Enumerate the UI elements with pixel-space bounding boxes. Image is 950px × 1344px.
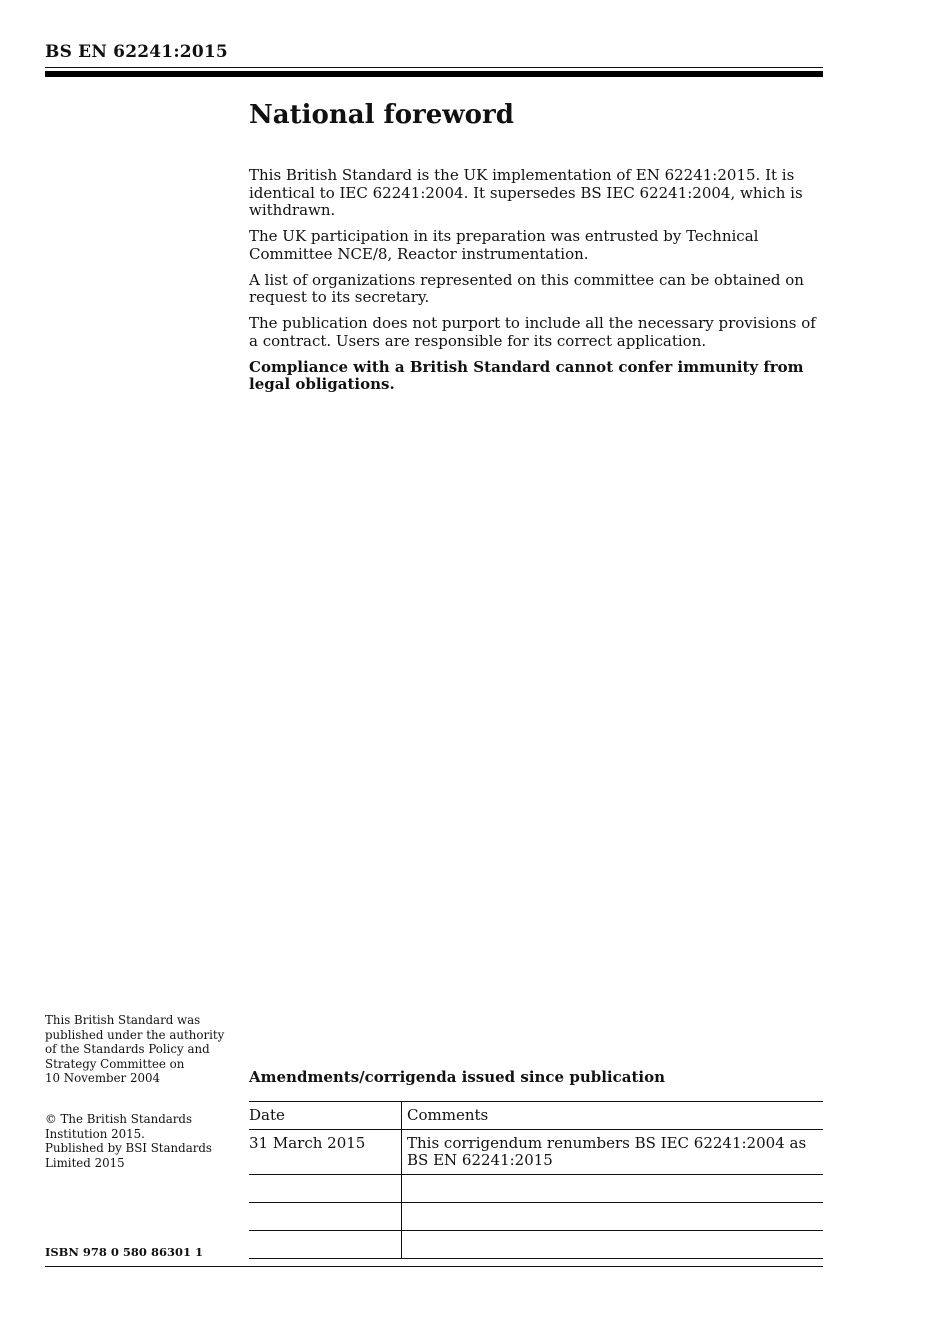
table-row <box>249 1130 823 1175</box>
table-row-empty <box>249 1175 823 1203</box>
empty-comment-cell <box>402 1175 824 1203</box>
authority-line: of the Standards Policy and <box>45 1042 210 1056</box>
amendment-date: 31 March 2015 <box>249 1130 402 1175</box>
page-title: National foreword <box>249 100 514 130</box>
publication-authority-note <box>45 1013 230 1086</box>
authority-line: This British Standard was <box>45 1013 201 1027</box>
authority-line: Strategy Committee on <box>45 1056 185 1071</box>
amendment-comment-line: This corrigendum renumbers BS IEC 62241:2004 as <box>407 1134 807 1152</box>
copyright-line: Published by BSI Standards <box>45 1141 212 1155</box>
amendment-comment <box>402 1130 824 1175</box>
empty-date-cell <box>249 1203 402 1231</box>
copyright-line: Institution 2015. <box>45 1126 145 1141</box>
document-id: BS EN 62241:2015 <box>45 42 228 62</box>
empty-comment-cell <box>402 1231 824 1259</box>
empty-comment-cell <box>402 1203 824 1231</box>
empty-date-cell <box>249 1175 402 1203</box>
amendments-table <box>249 1101 823 1259</box>
table-row-empty <box>249 1231 823 1259</box>
comments-header: Comments <box>402 1102 824 1130</box>
foreword-paragraph: The publication does not purport to include all the necessary provisions of a contract. Users are responsible for its correct application. <box>249 314 816 350</box>
copyright-note <box>45 1112 230 1170</box>
copyright-line: Limited 2015 <box>45 1155 125 1170</box>
foreword-paragraph: This British Standard is the UK implementation of EN 62241:2015. It is identical to IEC 62241:2004. It supersedes BS IEC 62241:2004, which is withdrawn. <box>249 166 803 219</box>
authority-line: published under the authority <box>45 1027 225 1042</box>
copyright-line: © The British Standards <box>45 1112 193 1126</box>
authority-line: 10 November 2004 <box>45 1071 160 1085</box>
foreword-paragraph: The UK participation in its preparation was entrusted by Technical Committee NCE/8, Reactor instrumentation. <box>249 227 759 263</box>
foreword-body <box>249 167 819 402</box>
amendments-title: Amendments/corrigenda issued since publication <box>249 1068 665 1086</box>
isbn: ISBN 978 0 580 86301 1 <box>45 1245 203 1259</box>
header-divider-thin <box>45 67 823 68</box>
foreword-paragraph: A list of organizations represented on this committee can be obtained on request to its secretary. <box>249 270 804 306</box>
empty-date-cell <box>249 1231 402 1259</box>
date-header: Date <box>249 1102 402 1130</box>
header-divider-thick <box>45 71 823 77</box>
footer-divider <box>45 1266 823 1267</box>
table-row-empty <box>249 1203 823 1231</box>
compliance-notice: Compliance with a British Standard cannot confer immunity from legal obligations. <box>249 357 804 393</box>
table-header-row <box>249 1102 823 1130</box>
amendment-comment-line: BS EN 62241:2015 <box>407 1151 553 1169</box>
